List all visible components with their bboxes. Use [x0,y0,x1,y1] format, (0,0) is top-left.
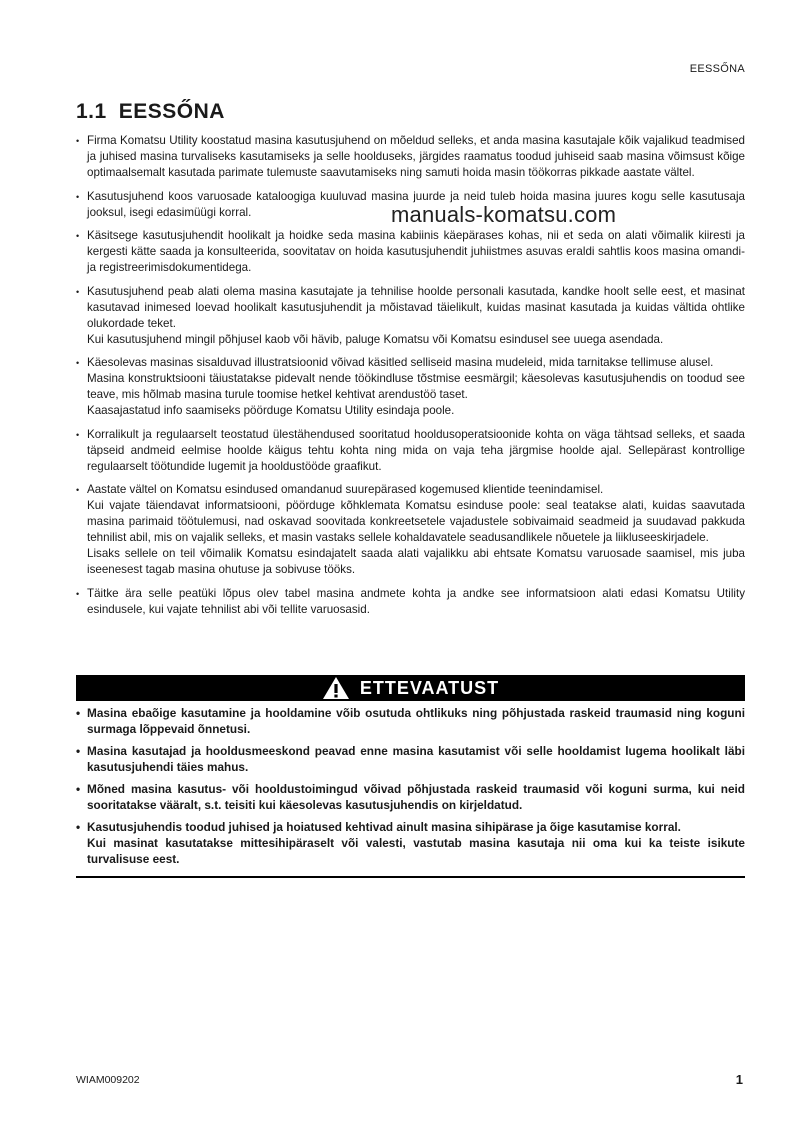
intro-list-item-paragraph: Lisaks sellele on teil võimalik Komatsu esindajatelt saada alati vajalikku abi ehtsate Komatsu varuosade saamisel, mis juba iseenesest tagab masina ohutuse ja sobivuse tööks. [87,547,745,576]
caution-list-item-paragraph: • Masina kasutajad ja hooldusmeeskond peavad enne masina kasutamist või selle hooldamist lugema hoolikalt läbi kasutusjuhendi täies mahus. [87,744,745,774]
caution-list-item [76,781,745,813]
intro-list-item-paragraph: • Käesolevas masinas sisalduvad illustratsioonid võivad käsitled selliseid masina mudeleid, mida tarnitakse tellimuse alusel. [87,356,714,369]
warning-triangle-icon [322,676,350,700]
caution-bar [76,675,745,701]
section-title-text: EESSŐNA [118,100,225,123]
intro-list-item-paragraph: Kaasajastatud info saamiseks pöörduge Komatsu Utility esindaja poole. [87,404,455,417]
caution-list-item-paragraph: Kui masinat kasutatakse mittesihipäraselt või valesti, vastutab masina kasutaja nii oma kui ka teiste isikute turvalisuse eest. [87,836,745,866]
caution-list-item-paragraph: • Mõned masina kasutus- või hooldustoimingud võivad põhjustada raskeid traumasid või koguni surma, kui neid sooritatakse vääralt, s.t. teisiti kui käesolevas kasutusjuhendis on kirjeldatud. [87,782,745,812]
intro-list-item [76,133,745,181]
section-title [76,100,225,124]
caution-list-item [76,705,745,737]
caution-list-item [76,819,745,867]
intro-list-item-paragraph: Kui vajate täiendavat informatsiooni, pöörduge kõhklemata Komatsu esinduse poole: seal teatakse alati, kuidas saavutada masina parimaid töötulemusi, nad oskavad soovitada konkreetsetele vajadustele sobivaimaid seadmeid ja suudavad pakkuda tehnilist abil, mis on vajalik selleks, et masin vastaks sellele kohaldavatele seadusandlikele nõuetele ja liikluseeskirjadele. [87,499,745,544]
intro-list-item [76,228,745,276]
caution-list-item [76,743,745,775]
caution-list-item-paragraph: • Masina ebaõige kasutamine ja hooldamine võib osutuda ohtlikuks ning põhjustada raskeid traumasid ning koguni surmaga lõppevaid õnnetusi. [87,706,745,736]
intro-list-item [76,427,745,475]
intro-list-item [76,586,745,618]
intro-list-item-paragraph: • Korralikult ja regulaarselt teostatud ülestähendused sooritatud hooldusoperatsioonide kohta on väga tähtsad selleks, et saada täpseid andmeid eelmise hoolde käigus tehtu kohta ning mida on vaja teha järgmise hoolde ajal. Sellepärast kontrollige regulaarselt töötundide lugemit ja hooldustööde graafikut. [87,427,745,473]
intro-list-item-paragraph: • Käsitsege kasutusjuhendit hoolikalt ja hoidke seda masina kabiinis käepärases kohas, nii et seda on alati võimalik kiiresti ja kergesti kätte saada ja konsulteerida, soovitatav on hoida kasutusjuhendit juhiistmes asuvas eraldi sahtlis koos masina omandi- ja registreerimisdokumentidega. [87,229,745,274]
caution-list-item-paragraph: • Kasutusjuhendis toodud juhised ja hoiatused kehtivad ainult masina sihipärase ja õige kasutamise korral. [87,820,681,834]
intro-list-item-paragraph: • Kasutusjuhend peab alati olema masina kasutajate ja tehnilise hoolde personali kasutada, kandke hoolt selle eest, et masinat kasutavad inimesed loevad hoolikalt kasutusjuhendit ja mõistavad täielikult, kuidas masinat kasutada ja kuidas vältida ohtlike olukordade teket. [87,284,745,330]
running-header: EESSŐNA [689,63,745,75]
watermark: manuals-komatsu.com [391,202,617,227]
document-code: WIAM009202 [76,1074,140,1086]
section-number: 1.1 [76,100,107,123]
caution-box [76,675,745,878]
intro-list-item-paragraph: • Kasutusjuhend koos varuosade kataloogiga kuuluvad masina juurde ja neid tuleb hoida masina juures kogu selle kasutusaja jooksul, isegi edasimüügi korral. [87,189,745,219]
intro-list-item-paragraph: • Aastate vältel on Komatsu esindused omandanud suurepärased kogemused klientide teenindamisel. [87,483,604,496]
caution-bottom-rule [76,876,745,878]
intro-list-item [76,355,745,419]
caution-list [76,705,745,867]
intro-list-item [76,482,745,578]
intro-list-item [76,284,745,348]
intro-list-item-paragraph: • Täitke ära selle peatüki lõpus olev tabel masina andmete kohta ja andke see informatsioon alati edasi Komatsu Utility esindusele, kui vajate tehnilist abi või tellite varuosasid. [87,586,745,616]
page-number: 1 [735,1072,743,1087]
intro-list-item-paragraph: • Firma Komatsu Utility koostatud masina kasutusjuhend on mõeldud selleks, et anda masina kasutajale kõik vajalikud teadmised ja juhised masina turvaliseks kasutamiseks ja selle hoolduseks, järgides raamatus toodud juhiseid saab masina võimsust kõige optimaalsemalt kasutada parimate tulemuste saavutamiseks ning samuti hoida masin töökorras pikkade aastate vältel. [87,134,745,179]
intro-list-item-paragraph: Kui kasutusjuhend mingil põhjusel kaob või hävib, paluge Komatsu või Komatsu esindusel see uuega asendada. [87,332,664,346]
intro-list-item-paragraph: Masina konstruktsiooni täiustatakse pidevalt nende töökindluse tõstmise eesmärgil; käesolevas kasutusjuhendis on toodud see teave, mis hõlmab masina turule toomise hetkel kehtivat arendustöö taset. [87,372,745,401]
caution-title: ETTEVAATUST [359,677,500,698]
